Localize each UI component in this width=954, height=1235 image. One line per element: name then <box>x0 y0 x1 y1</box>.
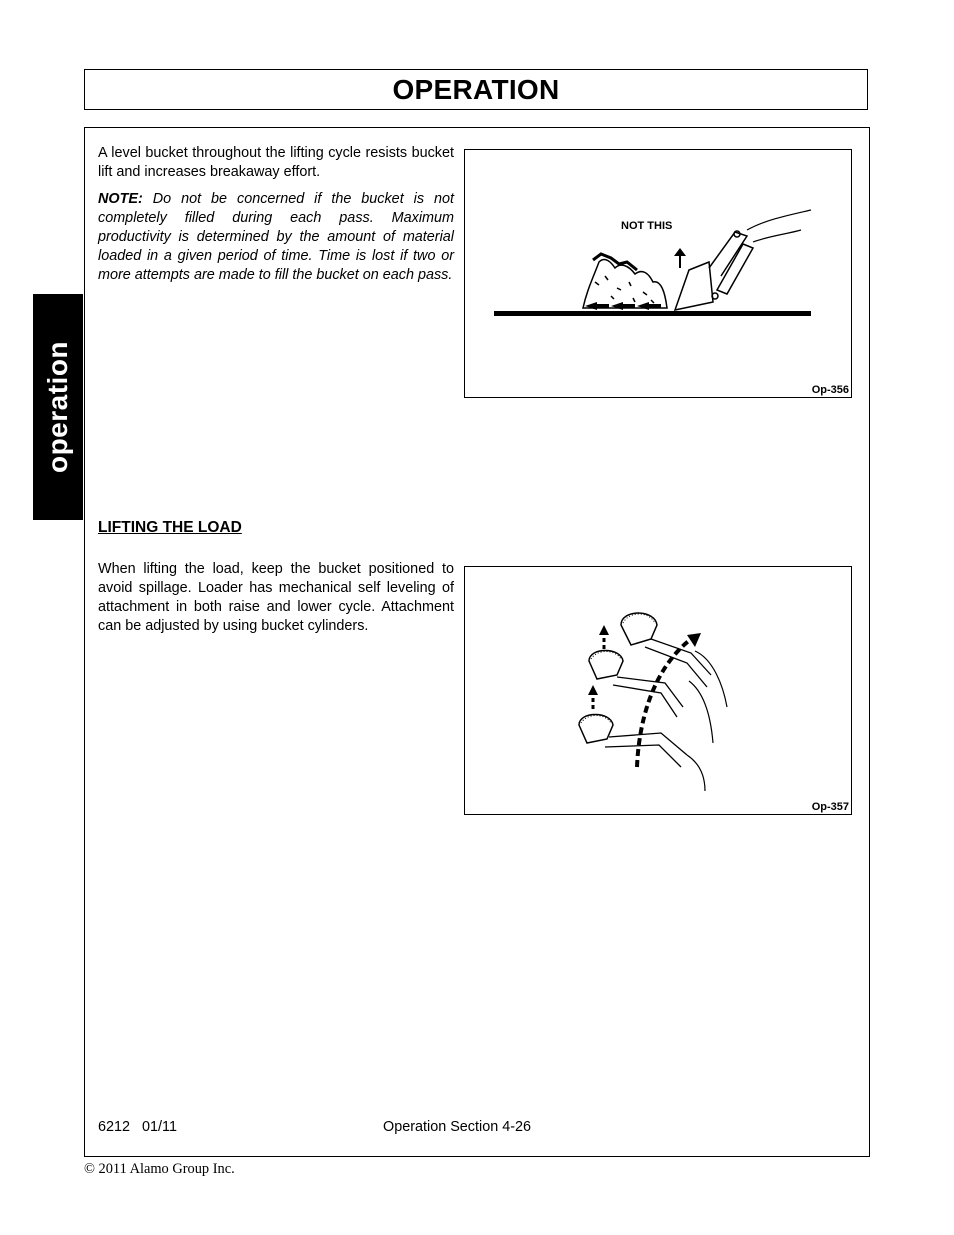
arm-middle <box>613 677 683 717</box>
bucket-lift-cycle-illustration <box>465 567 853 816</box>
side-tab-label: operation <box>42 340 73 474</box>
page-title: OPERATION <box>392 73 560 105</box>
material-texture <box>595 276 654 303</box>
bucket-middle <box>589 651 623 680</box>
up-arrow-icon <box>674 248 686 268</box>
copyright: © 2011 Alamo Group Inc. <box>84 1161 235 1177</box>
figure-op-356 <box>464 149 852 398</box>
material-pile <box>583 260 667 308</box>
lifting-paragraph: When lifting the load, keep the bucket positioned to avoid spillage. Loader has mechanical self leveling of attachment in both raise and lower cycle. Attachment can be adjusted by using bucket cylinders. <box>98 561 454 634</box>
lift-path-arc <box>637 639 691 767</box>
arm-top <box>645 639 711 687</box>
left-arrow-icon <box>585 302 609 310</box>
bucket <box>675 262 713 310</box>
ground-line <box>494 311 811 316</box>
left-arrow-icon <box>611 302 635 310</box>
up-arrow-icon <box>588 685 598 695</box>
page-header <box>84 69 868 110</box>
bucket-bottom <box>579 715 613 744</box>
bucket-not-level-illustration <box>465 150 853 399</box>
figure-label: Op-357 <box>811 801 849 813</box>
loader-arm-lower <box>717 244 753 294</box>
left-arrow-icon <box>637 302 661 310</box>
note-label: NOTE: <box>98 191 143 207</box>
note-text: Do not be concerned if the bucket is not completely filled during each pass. Maximum productivity is determined by the amount of material loaded in a given period of time. Time is lost if two or more attempts are made to fill the bucket on each pass. <box>98 191 454 283</box>
figure-op-357 <box>464 566 852 815</box>
up-arrow-icon <box>599 625 609 635</box>
footer-section: Operation Section 4-26 <box>383 1119 531 1135</box>
intro-paragraph: A level bucket throughout the lifting cycle resists bucket lift and increases breakaway effort. <box>98 145 454 180</box>
note-paragraph <box>98 190 454 285</box>
section-heading: LIFTING THE LOAD <box>98 519 242 536</box>
footer-model-date: 6212 01/11 <box>98 1119 177 1135</box>
figure-caption-text: NOT THIS <box>621 220 673 232</box>
bucket-top <box>621 613 657 645</box>
arm-bottom <box>605 733 687 767</box>
tractor-outline <box>687 651 727 791</box>
arc-arrow-head-icon <box>687 633 701 647</box>
figure-label: Op-356 <box>811 384 849 396</box>
side-tab <box>33 294 83 520</box>
tractor-outline <box>747 210 811 242</box>
